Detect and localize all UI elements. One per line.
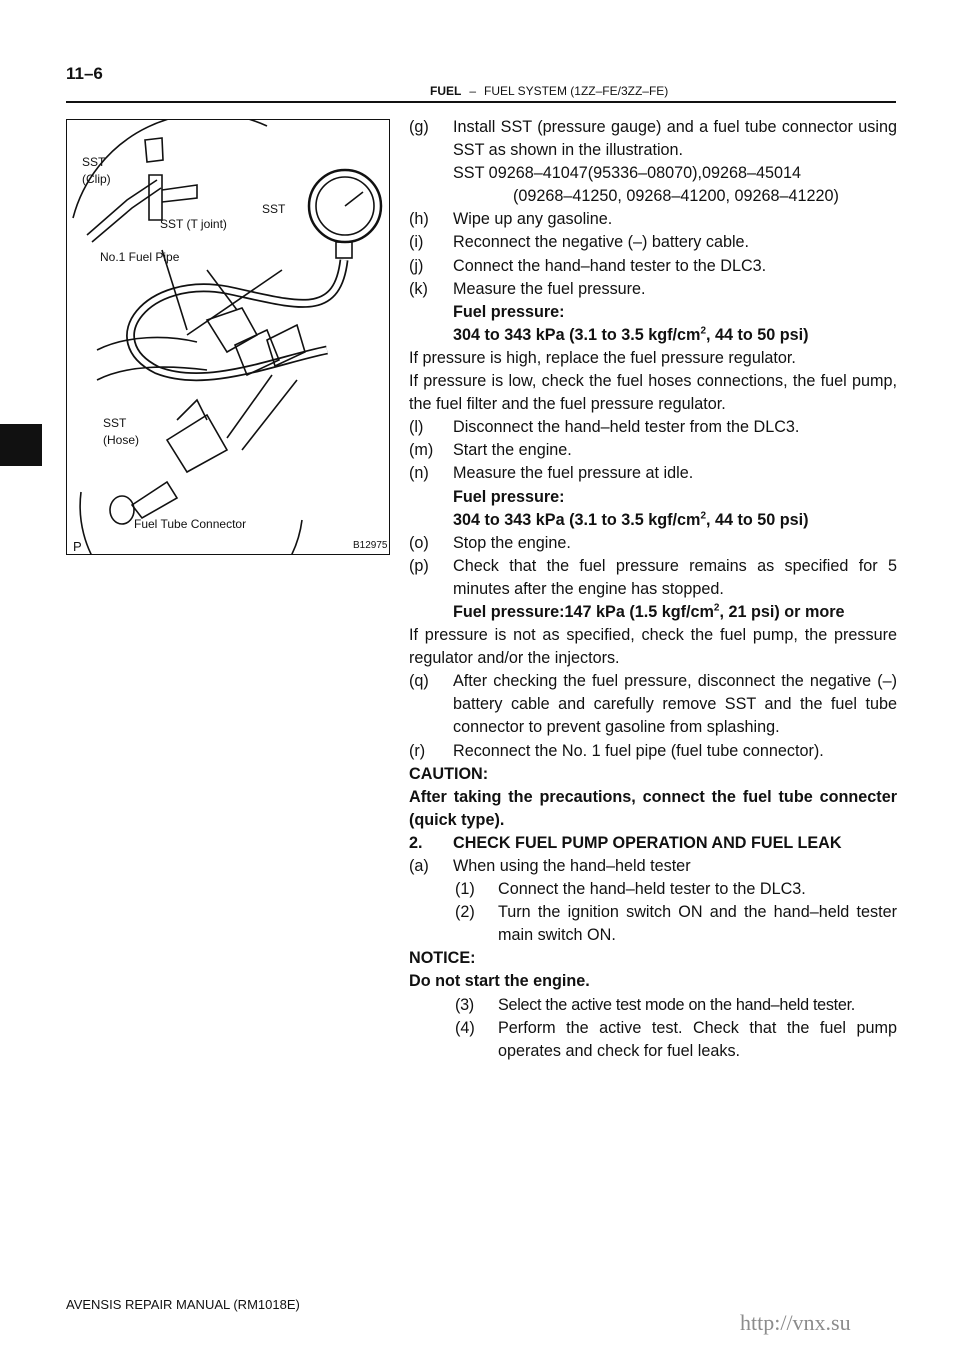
spec-value-2: 304 to 343 kPa (3.1 to 3.5 kgf/$cm^2$, 44 to 50 psi) (453, 510, 809, 529)
step-j: (j) Connect the hand–hand tester to the DLC3. (409, 256, 767, 275)
section-2-title: 2. CHECK FUEL PUMP OPERATION AND FUEL LEAK (409, 833, 842, 852)
substep-1: (1) Connect the hand–held tester to the DLC3. (455, 880, 806, 899)
header-subsection: FUEL SYSTEM (1ZZ–FE/3ZZ–FE) (484, 84, 669, 98)
fuel-gauge-illustration (67, 120, 389, 554)
substep-4: (4) Perform the active test. Check that the fuel pump operates and check for fuel leaks. (455, 1018, 897, 1060)
step-h: (h) Wipe up any gasoline. (409, 210, 613, 229)
step-o: (o) Stop the engine. (409, 533, 571, 552)
caution-text: After taking the precautions, connect the fuel tube connecter (quick type). (409, 787, 897, 829)
label-hose: (Hose) (103, 433, 140, 447)
substep-3: (3) Select the active test mode on the hand–held tester. (455, 995, 855, 1014)
section-tab-marker (0, 424, 42, 466)
sst-line-1: SST 09268–41047(95336–08070),09268–45014 (453, 164, 802, 183)
header-section: FUEL (430, 84, 462, 98)
header-rule (66, 101, 896, 103)
figure-id: B12975 (353, 540, 388, 551)
spec-value-1: 304 to 343 kPa (3.1 to 3.5 kgf/$cm^2$, 44 to 50 psi) (453, 325, 809, 344)
step-a: (a) When using the hand–held tester (409, 857, 691, 875)
watermark: http://vnx.su (740, 1310, 851, 1335)
running-header (430, 84, 668, 98)
step-q: (q) After checking the fuel pressure, disconnect the negative (–) battery cable and carefully remove SST and the fuel tube connector to prevent gasoline from splashing. (409, 672, 897, 737)
step-k: (k) Measure the fuel pressure. (409, 279, 646, 298)
if-pressure-low: If pressure is low, check the fuel hoses connections, the fuel pump, the fuel filter and the fuel pressure regulator. (409, 372, 897, 414)
spec-value-3: Fuel pressure:147 kPa (1.5 kgf/$cm^2$, 21 psi) or more (453, 602, 845, 621)
spec-label-2: Fuel pressure: (453, 487, 565, 506)
substep-2: (2) Turn the ignition switch ON and the hand–held tester main switch ON. (455, 903, 897, 945)
caution-heading: CAUTION: (409, 764, 489, 783)
notice-text: Do not start the engine. (409, 972, 590, 991)
procedure-text (409, 116, 897, 1063)
step-r: (r) Reconnect the No. 1 fuel pipe (fuel tube connector). (409, 741, 824, 760)
label-sst-hose: SST (103, 416, 127, 430)
step-g: (g) Install SST (pressure gauge) and a fuel tube connector using SST as shown in the illustration. (409, 118, 897, 160)
label-fuel-pipe: No.1 Fuel Pipe (100, 250, 180, 264)
if-not-specified: If pressure is not as specified, check the fuel pump, the pressure regulator and/or the injectors. (409, 626, 897, 668)
label-sst-clip: SST (82, 155, 106, 169)
label-sst-gauge: SST (262, 202, 286, 216)
illustration-frame (66, 119, 390, 555)
step-l: (l) Disconnect the hand–held tester from the DLC3. (409, 418, 800, 437)
label-sst-t-joint: SST (T joint) (160, 217, 227, 231)
label-fuel-tube-connector: Fuel Tube Connector (134, 517, 247, 531)
page-number: 11–6 (66, 64, 103, 83)
notice-heading: NOTICE: (409, 949, 476, 968)
footer-manual: AVENSIS REPAIR MANUAL (RM1018E) (66, 1297, 300, 1312)
step-p: (p) Check that the fuel pressure remains as specified for 5 minutes after the engine has stopped. (409, 556, 897, 598)
if-pressure-high: If pressure is high, replace the fuel pressure regulator. (409, 348, 796, 367)
spec-label-1: Fuel pressure: (453, 302, 565, 321)
figure-corner-code: P (73, 539, 82, 554)
step-i: (i) Reconnect the negative (–) battery cable. (409, 233, 750, 252)
sst-line-2: (09268–41250, 09268–41200, 09268–41220) (513, 187, 839, 206)
step-n: (n) Measure the fuel pressure at idle. (409, 464, 694, 483)
step-m: (m) Start the engine. (409, 441, 572, 460)
label-clip: (Clip) (82, 172, 111, 186)
header-separator: – (469, 84, 477, 98)
